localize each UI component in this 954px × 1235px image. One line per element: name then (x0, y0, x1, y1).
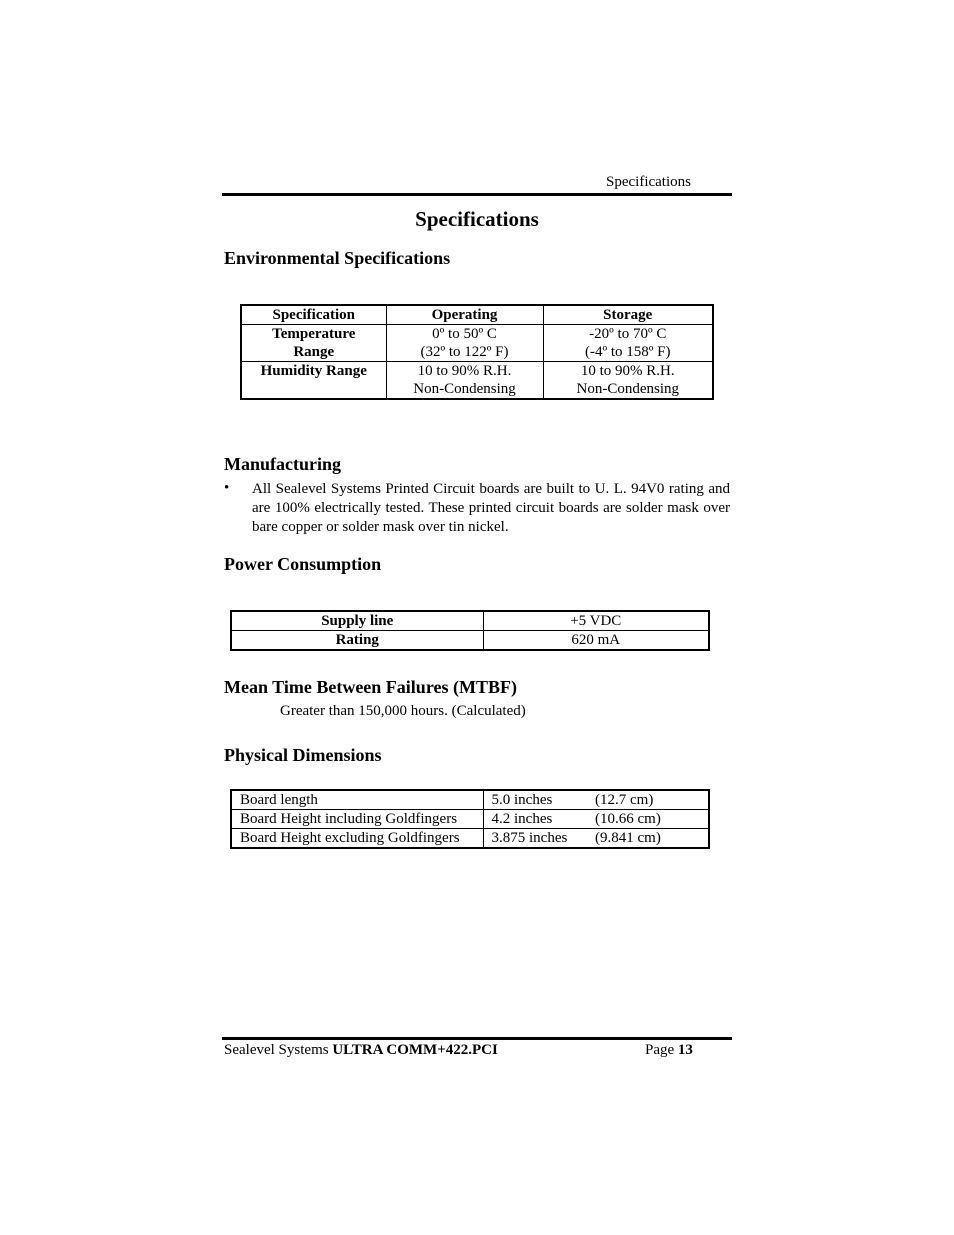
table-row (241, 325, 713, 362)
footer-product-name: ULTRA COMM+422.PCI (332, 1042, 498, 1058)
page-label: Page (645, 1042, 675, 1058)
dimension-inches: 3.875 inches (483, 829, 595, 849)
mtbf-heading: Mean Time Between Failures (MTBF) (224, 677, 517, 697)
column-header: Storage (543, 305, 713, 325)
spec-label-text: Temperature Range (272, 326, 356, 360)
header-rule (222, 193, 732, 196)
dimension-cm: (10.66 cm) (595, 810, 709, 829)
page-number: 13 (677, 1042, 693, 1058)
operating-cell (386, 325, 543, 362)
power-label: Rating (231, 631, 483, 651)
manufacturing-heading: Manufacturing (224, 454, 341, 474)
table-row (231, 790, 709, 810)
dimension-label: Board Height excluding Goldfingers (231, 829, 483, 849)
environmental-heading: Environmental Specifications (224, 248, 451, 268)
power-value: 620 mA (483, 631, 709, 651)
table-row (231, 611, 709, 631)
table-row (231, 631, 709, 651)
storage-cell (543, 362, 713, 400)
power-table (230, 610, 710, 651)
operating-cell (386, 362, 543, 400)
footer-page (645, 1042, 693, 1059)
physical-heading: Physical Dimensions (224, 745, 382, 765)
table-header-row (241, 305, 713, 325)
spec-label (241, 325, 386, 362)
table-row (231, 829, 709, 849)
running-header: Specifications (606, 174, 691, 190)
storage-line: 10 to 90% R.H. (580, 363, 675, 379)
bullet-text: All Sealevel Systems Printed Circuit boards are built to U. L. 94V0 rating and are 100% electrically tested. These printed circuit boards are solder mask over bare copper or solder mask over tin nickel. (252, 481, 730, 535)
table-row (231, 810, 709, 829)
power-heading: Power Consumption (224, 554, 382, 574)
spec-label: Humidity Range (241, 362, 386, 400)
dimension-label: Board Height including Goldfingers (231, 810, 483, 829)
storage-line: (-4º to 158º F) (584, 344, 671, 360)
dimension-label: Board length (231, 790, 483, 810)
mtbf-text: Greater than 150,000 hours. (Calculated) (280, 703, 526, 719)
footer-company: Sealevel Systems (224, 1042, 329, 1058)
dimensions-table (230, 789, 710, 849)
power-label: Supply line (231, 611, 483, 631)
dimension-inches: 4.2 inches (483, 810, 595, 829)
bullet-icon: • (224, 480, 230, 496)
footer-product (224, 1042, 498, 1059)
table-row (241, 362, 713, 400)
storage-cell (543, 325, 713, 362)
operating-line: (32º to 122º F) (420, 344, 509, 360)
storage-line: Non-Condensing (576, 381, 679, 397)
dimension-inches: 5.0 inches (483, 790, 595, 810)
page-title: Specifications (415, 207, 539, 231)
footer-rule (222, 1037, 732, 1040)
operating-line: 10 to 90% R.H. (417, 363, 512, 379)
environmental-table (240, 304, 714, 400)
dimension-cm: (12.7 cm) (595, 790, 709, 810)
column-header: Specification (241, 305, 386, 325)
column-header: Operating (386, 305, 543, 325)
operating-line: Non-Condensing (413, 381, 516, 397)
dimension-cm: (9.841 cm) (595, 829, 709, 849)
power-value: +5 VDC (483, 611, 709, 631)
operating-line: 0º to 50º C (432, 326, 497, 342)
storage-line: -20º to 70º C (589, 326, 667, 342)
